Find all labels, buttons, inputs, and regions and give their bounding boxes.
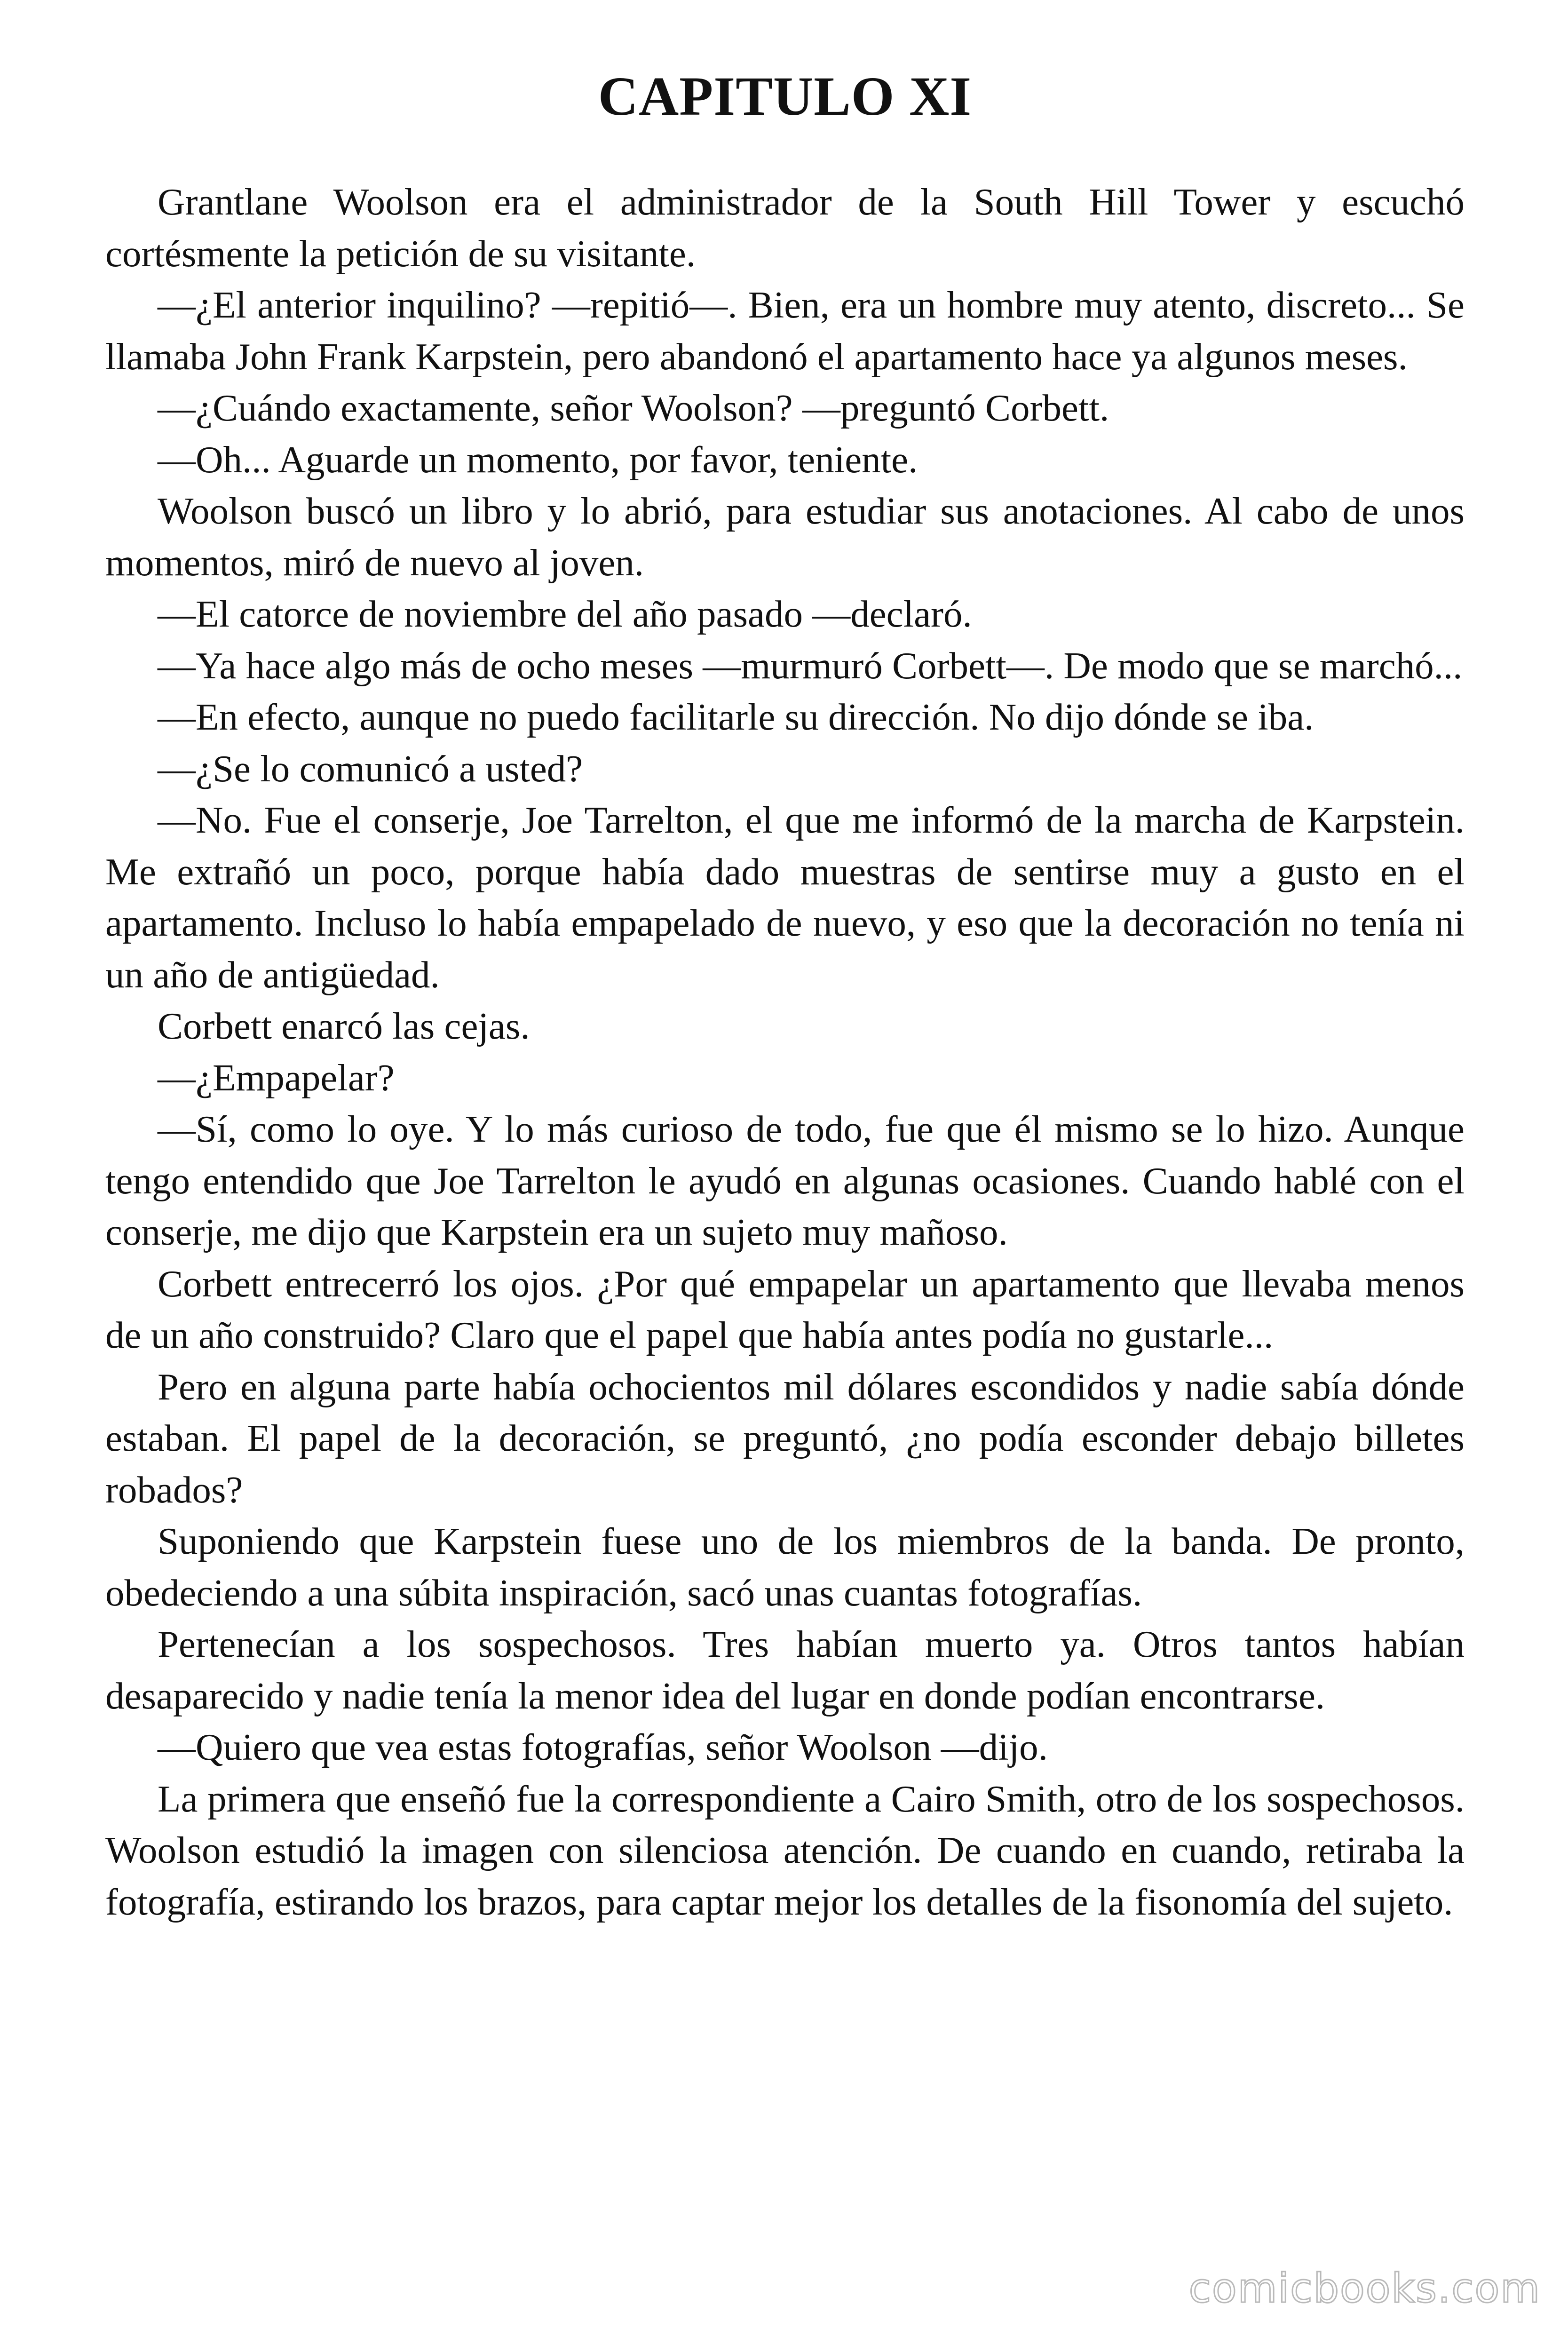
paragraph: —Quiero que vea estas fotografías, señor Woolson —dijo. — [158, 1726, 1048, 1768]
paragraph: —Oh... Aguarde un momento, por favor, teniente. — [158, 438, 918, 481]
paragraph: —Sí, como lo oye. Y lo más curioso de todo, fue que él mismo se lo hizo. Aunque tengo entendido que Joe Tarrelton le ayudó en algunas ocasiones. Cuando hablé con el conserje, me dijo que Karpstein era un sujeto muy mañoso. — [105, 1108, 1465, 1253]
paragraph: Corbett enarcó las cejas. — [158, 1005, 530, 1047]
paragraph: —Ya hace algo más de ocho meses —murmuró Corbett—. De modo que se marchó... — [158, 644, 1463, 687]
paragraph: —¿Se lo comunicó a usted? — [158, 747, 583, 790]
paragraph: Suponiendo que Karpstein fuese uno de los miembros de la banda. De pronto, obedeciendo a una súbita inspiración, sacó unas cuantas fotografías. — [105, 1520, 1465, 1614]
paragraph: La primera que enseñó fue la correspondiente a Cairo Smith, otro de los sospechosos. Woolson estudió la imagen con silenciosa atención. De cuando en cuando, retiraba la fotografía, estirando los brazos, para captar mejor los detalles de la fisonomía del sujeto. — [105, 1777, 1465, 1923]
paragraph: —En efecto, aunque no puedo facilitarle su dirección. No dijo dónde se iba. — [158, 696, 1314, 738]
chapter-body — [105, 176, 1465, 1928]
paragraph: —¿Cuándo exactamente, señor Woolson? —preguntó Corbett. — [158, 387, 1109, 429]
book-page — [105, 61, 1465, 1928]
paragraph: —¿Empapelar? — [158, 1056, 395, 1099]
paragraph: Woolson buscó un libro y lo abrió, para estudiar sus anotaciones. Al cabo de unos momentos, miró de nuevo al joven. — [105, 490, 1465, 584]
site-watermark: comicbooks.com — [1188, 2265, 1541, 2312]
paragraph: —¿El anterior inquilino? —repitió—. Bien, era un hombre muy atento, discreto... Se llamaba John Frank Karpstein, pero abandonó el apartamento hace ya algunos meses. — [105, 284, 1465, 378]
paragraph: Pero en alguna parte había ochocientos mil dólares escondidos y nadie sabía dónde estaban. El papel de la decoración, se preguntó, ¿no podía esconder debajo billetes robados? — [105, 1365, 1465, 1511]
paragraph: Pertenecían a los sospechosos. Tres habían muerto ya. Otros tantos habían desaparecido y nadie tenía la menor idea del lugar en donde podían encontrarse. — [105, 1623, 1465, 1717]
chapter-title: CAPITULO XI — [598, 65, 972, 127]
paragraph: Grantlane Woolson era el administrador de la South Hill Tower y escuchó cortésmente la petición de su visitante. — [105, 181, 1465, 275]
paragraph: —El catorce de noviembre del año pasado —declaró. — [158, 593, 972, 635]
paragraph: —No. Fue el conserje, Joe Tarrelton, el que me informó de la marcha de Karpstein. Me extrañó un poco, porque había dado muestras de sentirse muy a gusto en el apartamento. Incluso lo había empapelado de nuevo, y eso que la decoración no tenía ni un año de antigüedad. — [105, 799, 1465, 996]
paragraph: Corbett entrecerró los ojos. ¿Por qué empapelar un apartamento que llevaba menos de un año construido? Claro que el papel que había antes podía no gustarle... — [105, 1262, 1465, 1356]
